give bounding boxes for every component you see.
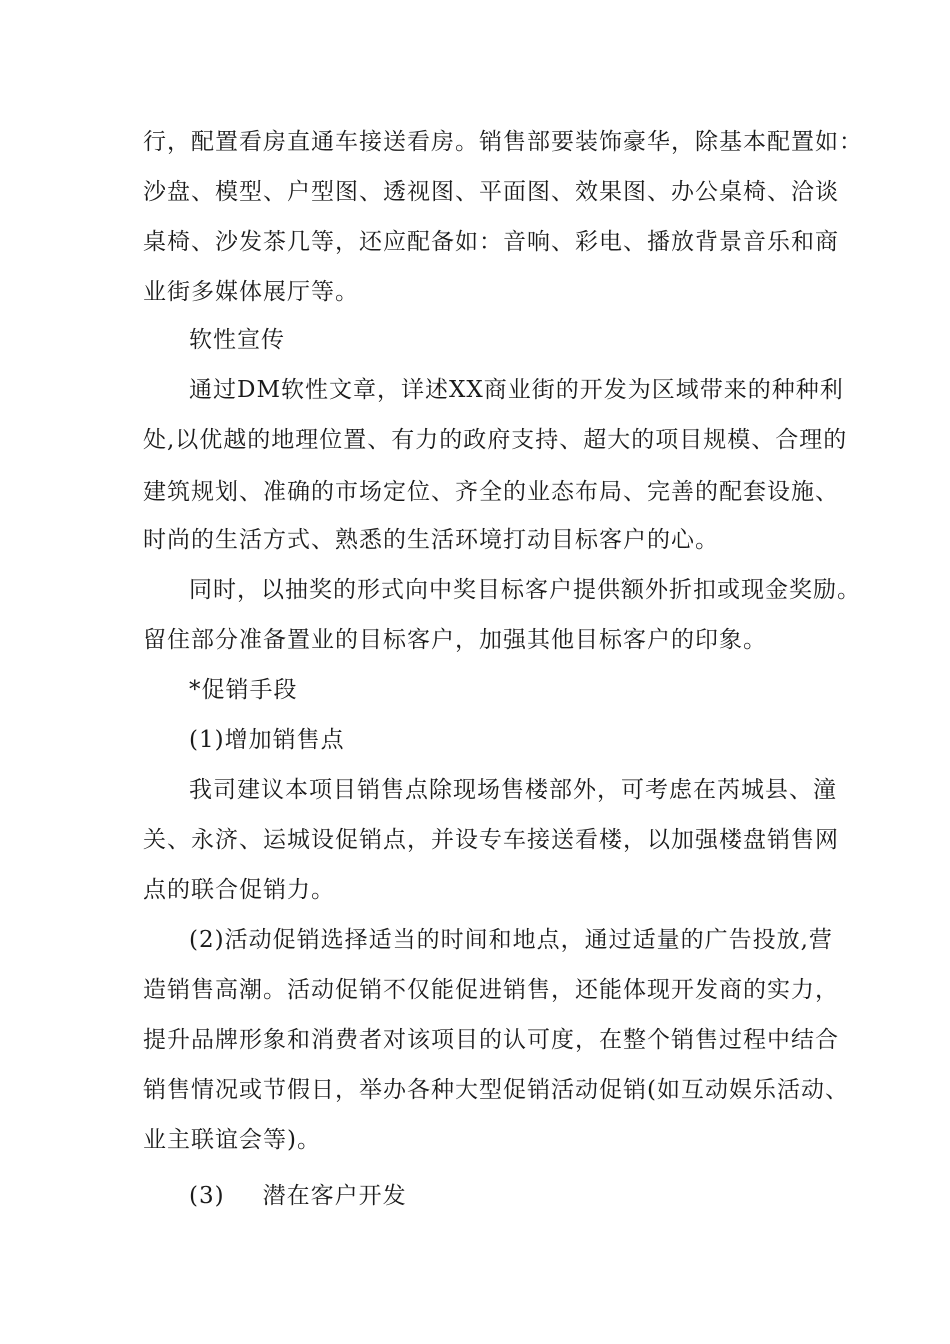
- paragraph-line: 提升品牌形象和消费者对该项目的认可度，在整个销售过程中结合: [143, 1027, 839, 1053]
- paragraph-line: 业街多媒体展厅等。: [143, 279, 359, 305]
- paragraph-line: 通过DM软性文章，详述XX商业街的开发为区域带来的种种利: [189, 377, 844, 403]
- section-heading: 软性宣传: [189, 327, 285, 353]
- item-title: 潜在客户开发: [262, 1183, 407, 1209]
- paragraph-line: 建筑规划、准确的市场定位、齐全的业态布局、完善的配套设施、: [143, 479, 839, 505]
- paragraph-line: 同时，以抽奖的形式向中奖目标客户提供额外折扣或现金奖励。: [189, 577, 861, 603]
- section-heading: *促销手段: [189, 677, 298, 703]
- subsection-heading: [189, 1181, 407, 1211]
- paragraph-line: 关、永济、运城设促销点，并设专车接送看楼，以加强楼盘销售网: [143, 827, 839, 853]
- item-number: (3): [189, 1183, 225, 1209]
- paragraph-line: 留住部分准备置业的目标客户，加强其他目标客户的印象。: [143, 627, 767, 653]
- subsection-heading: (1)增加销售点: [189, 727, 345, 753]
- paragraph-line: 点的联合促销力。: [143, 877, 335, 903]
- paragraph-line: 业主联谊会等)。: [143, 1127, 321, 1153]
- paragraph-line: 沙盘、模型、户型图、透视图、平面图、效果图、办公桌椅、洽谈: [143, 179, 839, 205]
- paragraph-line: (2)活动促销选择适当的时间和地点，通过适量的广告投放,营: [189, 927, 833, 953]
- paragraph-line: 销售情况或节假日，举办各种大型促销活动促销(如互动娱乐活动、: [143, 1077, 849, 1103]
- paragraph-line: 处,以优越的地理位置、有力的政府支持、超大的项目规模、合理的: [143, 427, 848, 453]
- paragraph-line: 桌椅、沙发茶几等，还应配备如：音响、彩电、播放背景音乐和商: [143, 229, 839, 255]
- paragraph-line: 我司建议本项目销售点除现场售楼部外，可考虑在芮城县、潼: [189, 777, 837, 803]
- paragraph-line: 时尚的生活方式、熟悉的生活环境打动目标客户的心。: [143, 527, 719, 553]
- paragraph-line: 造销售高潮。活动促销不仅能促进销售，还能体现开发商的实力，: [143, 977, 839, 1003]
- paragraph-line: 行，配置看房直通车接送看房。销售部要装饰豪华，除基本配置如：: [143, 129, 863, 155]
